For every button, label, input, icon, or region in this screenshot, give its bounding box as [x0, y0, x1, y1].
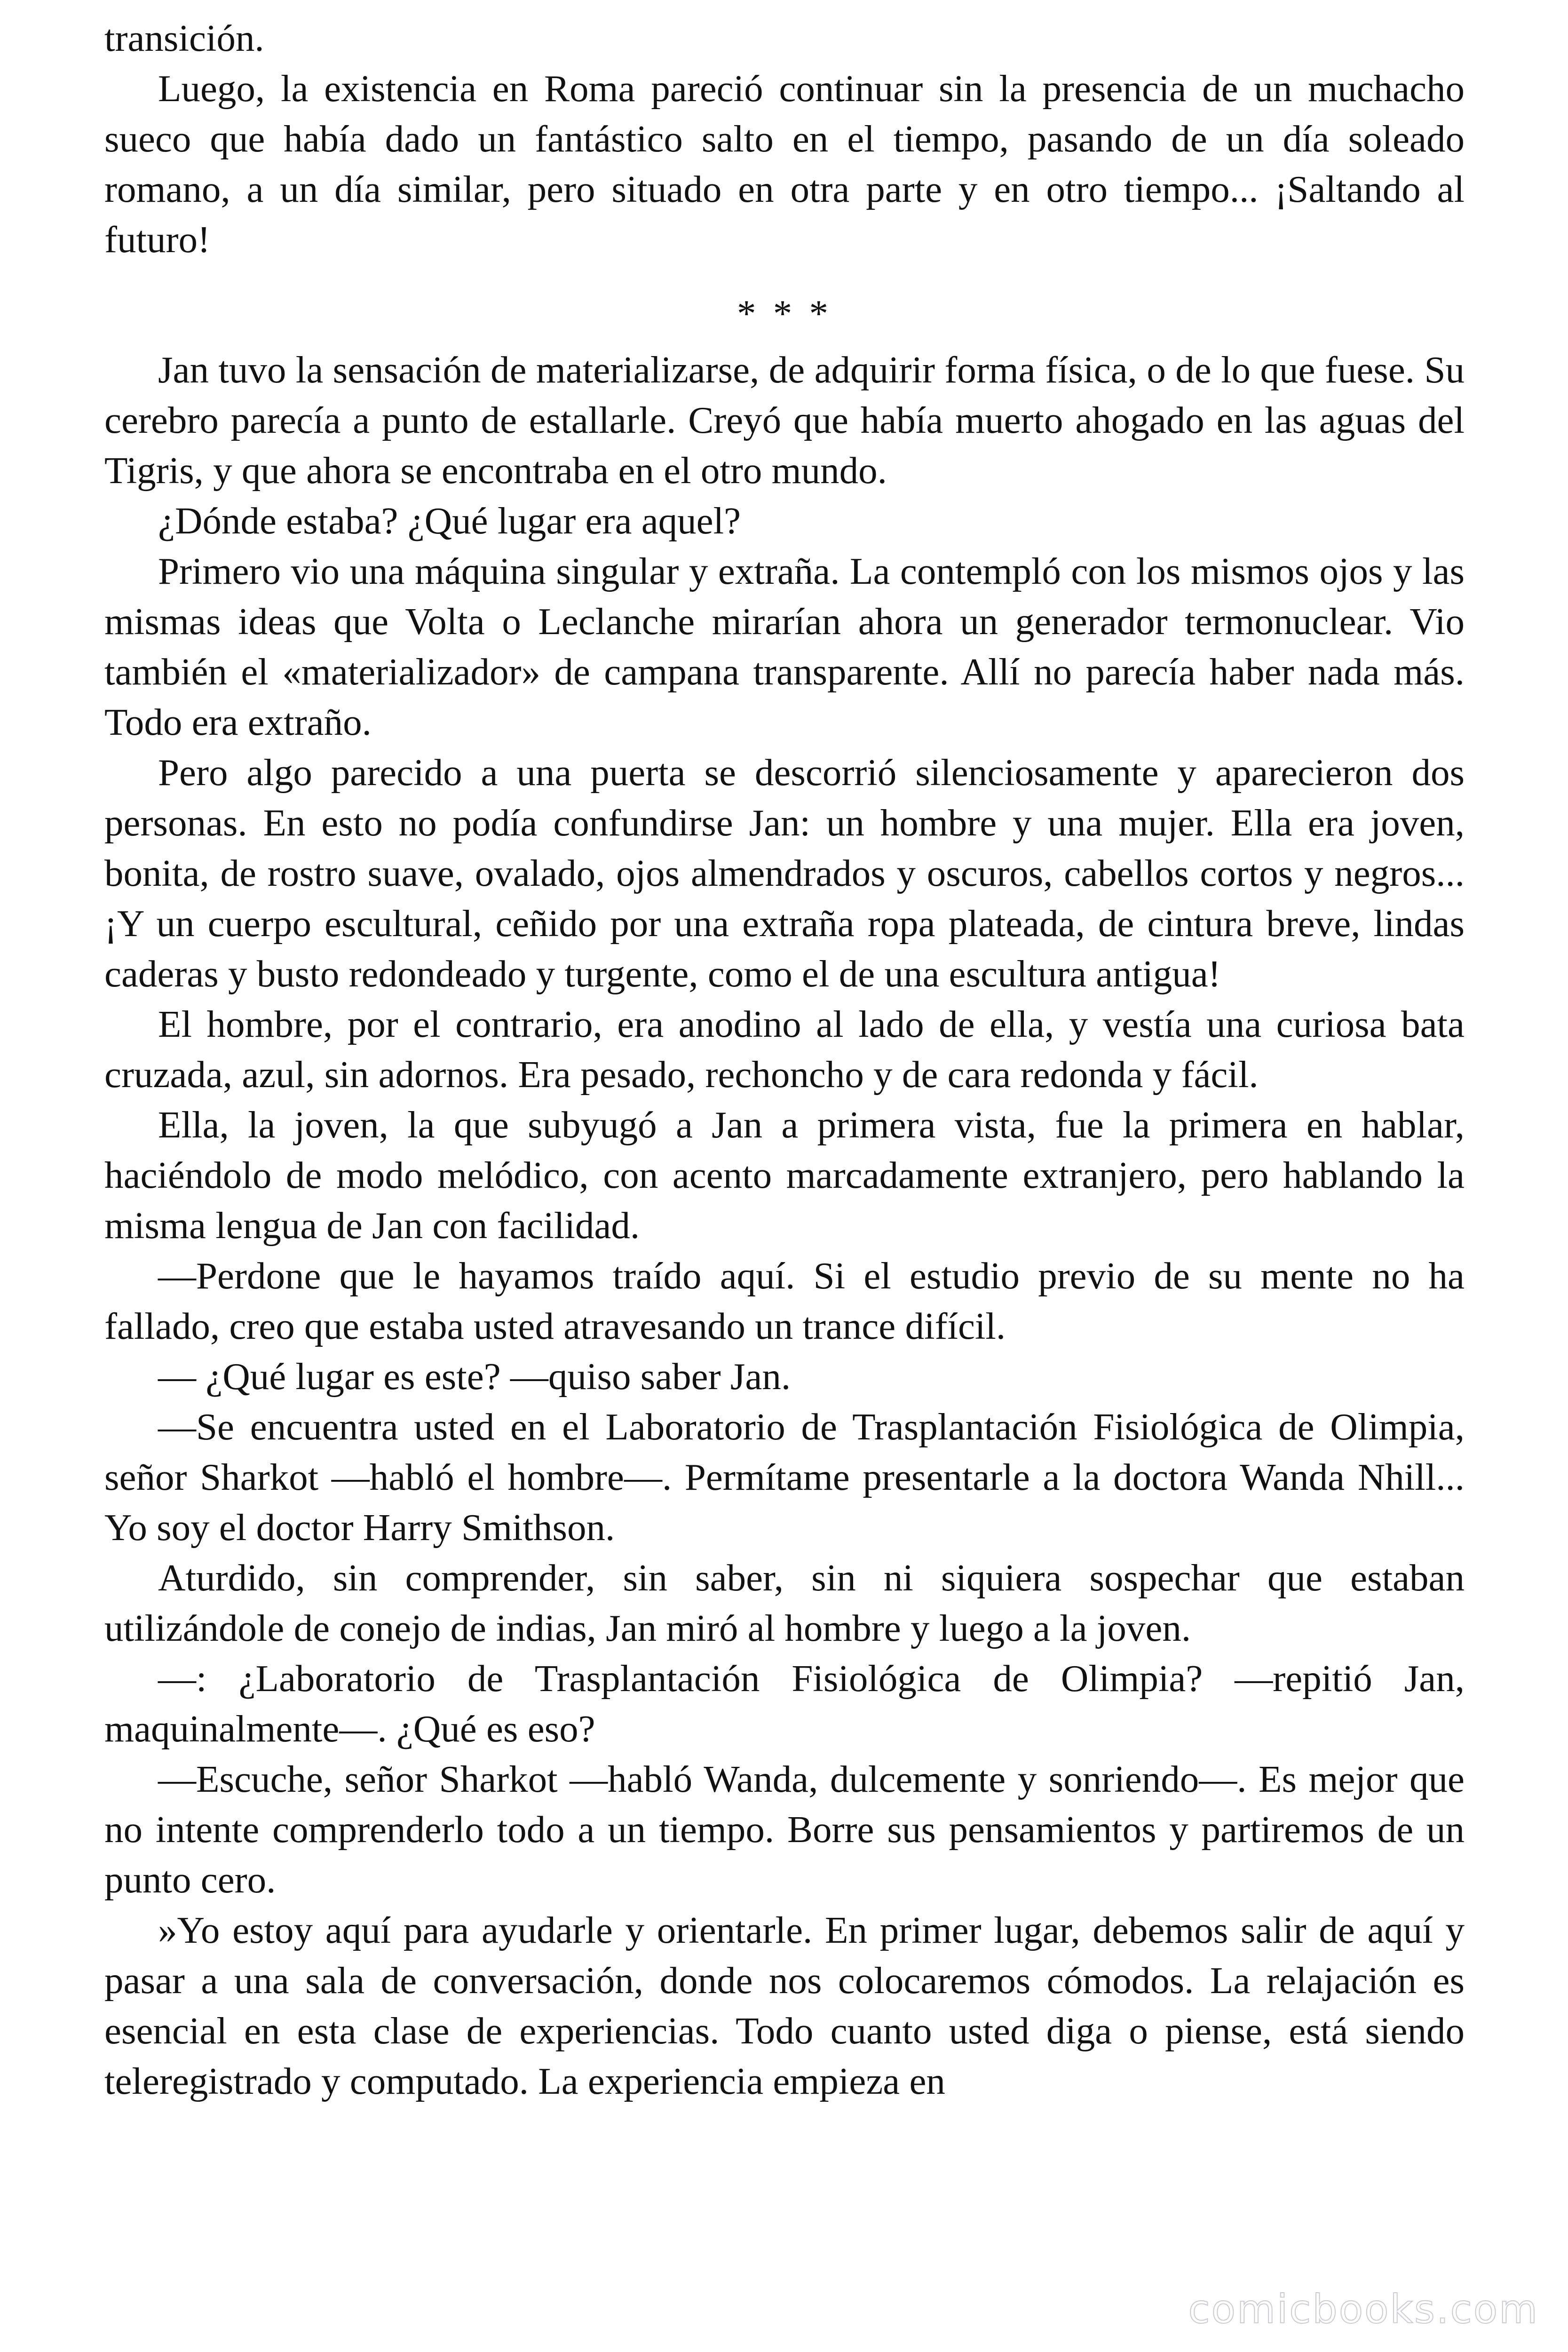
paragraph: Ella, la joven, la que subyugó a Jan a primera vista, fue la primera en hablar, haciéndolo de modo melódico, con acento marcadamente extranjero, pero hablando la misma lengua de Jan con facilidad. — [104, 1104, 1465, 1247]
dialogue-paragraph: »Yo estoy aquí para ayudarle y orientarle. En primer lugar, debemos salir de aquí y pasar a una sala de conversación, donde nos colocaremos cómodos. La relajación es esencial en esta clase de experiencias. Todo cuanto usted diga o piense, está siendo teleregistrado y computado. La experiencia empieza en — [104, 1909, 1465, 2102]
paragraph: Aturdido, sin comprender, sin saber, sin ni siquiera sospechar que estaban utilizándole de conejo de indias, Jan miró al hombre y luego a la joven. — [104, 1557, 1465, 1649]
paragraph: Primero vio una máquina singular y extraña. La contempló con los mismos ojos y las mismas ideas que Volta o Leclanche mirarían ahora un generador termonuclear. Vio también el «materializador» de campana transparente. Allí no parecía haber nada más. Todo era extraño. — [104, 550, 1465, 743]
dialogue-paragraph: —Se encuentra usted en el Laboratorio de Trasplantación Fisiológica de Olimpia, señor Sharkot —habló el hombre—. Permítame presentarle a la doctora Wanda Nhill... Yo soy el doctor Harry Smithson. — [104, 1406, 1465, 1549]
paragraph: Pero algo parecido a una puerta se descorrió silenciosamente y aparecieron dos personas. En esto no podía confundirse Jan: un hombre y una mujer. Ella era joven, bonita, de rostro suave, ovalado, ojos almendrados y oscuros, cabellos cortos y negros... ¡Y un cuerpo escultural, ceñido por una extraña ropa plateada, de cintura breve, lindas caderas y busto redondeado y turgente, como el de una escultura antigua! — [104, 751, 1465, 995]
paragraph: Jan tuvo la sensación de materializarse, de adquirir forma física, o de lo que fuese. Su cerebro parecía a punto de estallarle. Creyó que había muerto ahogado en las aguas del Tigris, y que ahora se encontraba en el otro mundo. — [104, 349, 1465, 492]
paragraph: ¿Dónde estaba? ¿Qué lugar era aquel? — [158, 500, 741, 542]
dialogue-paragraph: — ¿Qué lugar es este? —quiso saber Jan. — [158, 1355, 791, 1398]
watermark-logo: comicbooks.com — [1188, 2286, 1539, 2332]
paragraph-continuation: transición. — [104, 17, 264, 59]
section-break: * * * — [737, 292, 832, 334]
dialogue-paragraph: —Escuche, señor Sharkot —habló Wanda, dulcemente y sonriendo—. Es mejor que no intente comprenderlo todo a un tiempo. Borre sus pensamientos y partiremos de un punto cero. — [104, 1758, 1465, 1901]
dialogue-paragraph: —Perdone que le hayamos traído aquí. Si el estudio previo de su mente no ha fallado, creo que estaba usted atravesando un trance difícil. — [104, 1255, 1465, 1347]
paragraph: El hombre, por el contrario, era anodino al lado de ella, y vestía una curiosa bata cruzada, azul, sin adornos. Era pesado, rechoncho y de cara redonda y fácil. — [104, 1003, 1465, 1096]
dialogue-paragraph: —: ¿Laboratorio de Trasplantación Fisiológica de Olimpia? —repitió Jan, maquinalmente—. ¿Qué es eso? — [104, 1657, 1465, 1750]
body-text — [104, 13, 1465, 2106]
paragraph: Luego, la existencia en Roma pareció continuar sin la presencia de un muchacho sueco que había dado un fantástico salto en el tiempo, pasando de un día soleado romano, a un día similar, pero situado en otra parte y en otro tiempo... ¡Saltando al futuro! — [104, 67, 1465, 261]
